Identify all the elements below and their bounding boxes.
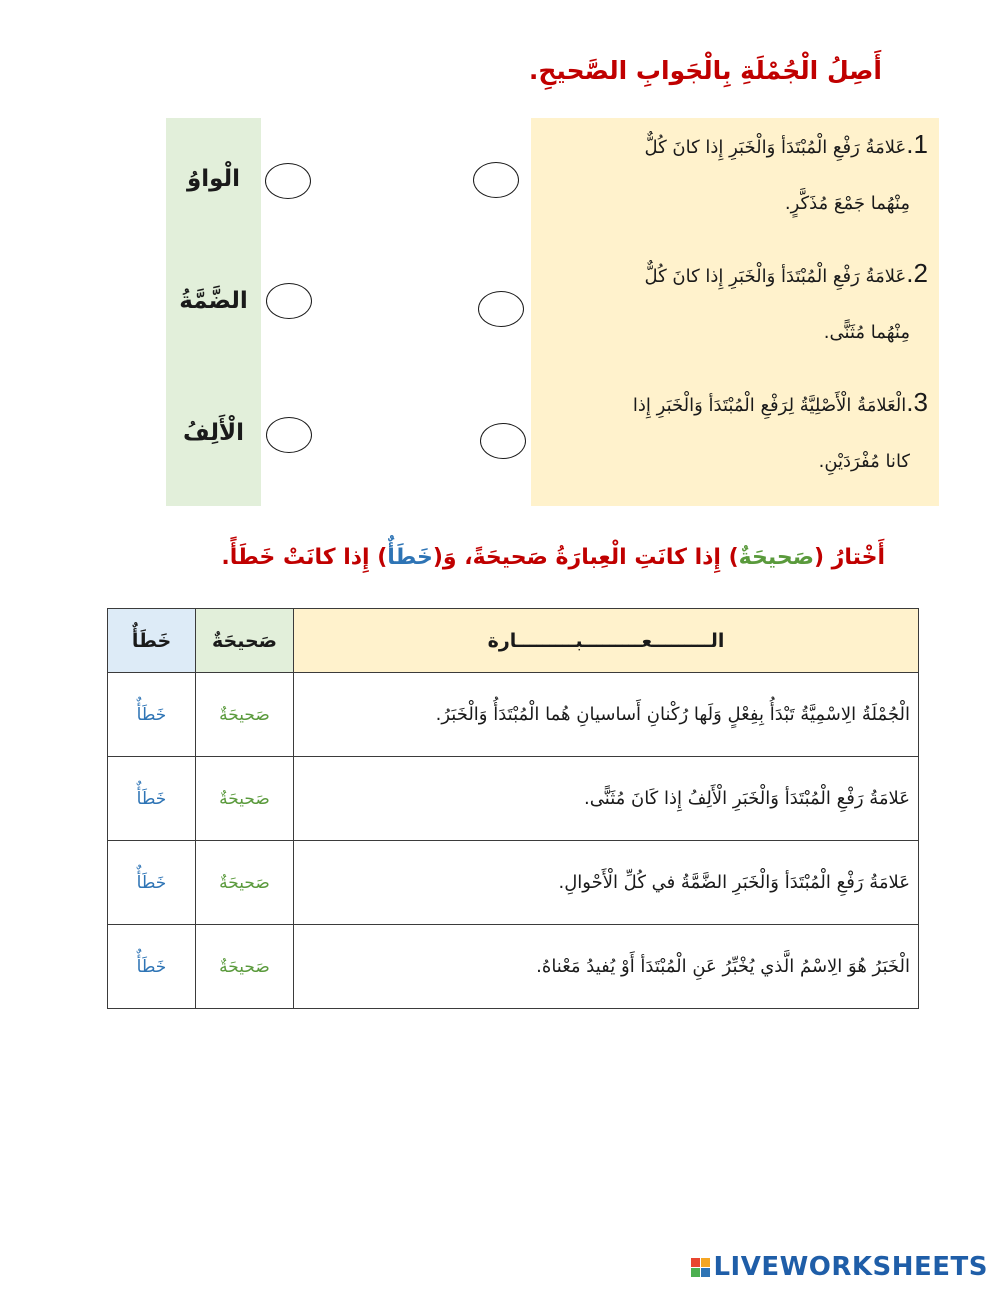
table-row: [108, 673, 919, 757]
title-text: ) إِذا كانَتْ خَطَأً.: [221, 545, 388, 570]
header-wrong: خَطَأٌ: [108, 609, 196, 673]
correct-option[interactable]: صَحيحَةٌ: [196, 841, 294, 925]
sentence-line: مِنْهُما جَمْعَ مُذَكَّرٍ.: [784, 193, 910, 214]
sentence-number: 2.: [906, 258, 928, 288]
table-row: [108, 841, 919, 925]
sentence-line: كانا مُفْرَدَيْنِ.: [818, 451, 910, 472]
sentence-dot-3[interactable]: [480, 423, 526, 459]
title-text: ) إِذا كانَتِ الْعِبارَةُ صَحيحَةً، وَ(: [432, 545, 739, 570]
header-statement: الـــــــــعـــــــــبـــــــــارة: [294, 609, 919, 673]
header-correct: صَحيحَةٌ: [196, 609, 294, 673]
sentence-dot-1[interactable]: [473, 162, 519, 198]
true-false-table: [107, 608, 919, 1009]
sentence-line: مِنْهُما مُثَنًّى.: [823, 322, 910, 343]
wrong-option[interactable]: خَطَأٌ: [108, 925, 196, 1009]
liveworksheets-logo-icon: [691, 1258, 710, 1277]
wrong-option[interactable]: خَطَأٌ: [108, 673, 196, 757]
sentence-1: [548, 116, 928, 232]
correct-option[interactable]: صَحيحَةٌ: [196, 925, 294, 1009]
title-correct-word: صَحيحَةٌ: [738, 545, 814, 570]
brand-name: LIVEWORKSHEETS: [713, 1252, 988, 1282]
answer-alif: الْأَلِفُ: [182, 420, 245, 446]
matching-title: أَصِلُ الْجُمْلَةِ بِالْجَوابِ الصَّحيحِ.: [528, 56, 882, 85]
sentence-2: [548, 245, 928, 361]
wrong-option[interactable]: خَطَأٌ: [108, 841, 196, 925]
sentence-dot-2[interactable]: [478, 291, 524, 327]
title-text: أَخْتارُ (: [813, 545, 885, 570]
correct-option[interactable]: صَحيحَةٌ: [196, 673, 294, 757]
statement-cell: عَلامَةُ رَفْعِ الْمُبْتَدَأ وَالْخَبَرِ الضَّمَّةُ في كُلِّ الْأَحْوالِ.: [294, 841, 919, 925]
wrong-option[interactable]: خَطَأٌ: [108, 757, 196, 841]
sentence-line: الْعَلامَةُ الْأَصْلِيَّةُ لِرَفْعِ الْمُبْتَدَأ وَالْخَبَرِ إِذا: [632, 395, 907, 416]
statement-cell: الْجُمْلَةُ الِاسْمِيَّةُ تَبْدَأُ بِفِعْلٍ وَلَها رُكْنانِ أَساسيانِ هُما الْمُبْتَدَأُ وَالْخَبَرُ.: [294, 673, 919, 757]
answer-dot-3[interactable]: [266, 417, 312, 453]
statement-cell: الْخَبَرُ هُوَ الِاسْمُ الَّذي يُخْبِّرُ عَنِ الْمُبْتَدَأ أَوْ يُفيدُ مَعْناهُ.: [294, 925, 919, 1009]
sentence-line: عَلامَةُ رَفْعِ الْمُبْتَدَأ وَالْخَبَرِ إِذا كانَ كُلٌّ: [644, 137, 907, 158]
sentence-number: 1.: [906, 129, 928, 159]
true-false-title: [221, 545, 885, 570]
sentence-3: [548, 374, 928, 490]
table-header-row: [108, 609, 919, 673]
sentence-number: 3.: [906, 387, 928, 417]
answer-waw: الْواوُ: [186, 166, 241, 192]
liveworksheets-brand[interactable]: [691, 1252, 988, 1282]
answer-damma: الضَّمَّةُ: [179, 288, 248, 314]
statement-cell: عَلامَةُ رَفْعِ الْمُبْتَدَأ وَالْخَبَرِ الْأَلِفُ إِذا كَانَ مُثَنًّى.: [294, 757, 919, 841]
sentence-line: عَلامَةُ رَفْعِ الْمُبْتَدَأ وَالْخَبَرِ إِذا كانَ كُلٌّ: [644, 266, 907, 287]
table-row: [108, 757, 919, 841]
answer-dot-2[interactable]: [266, 283, 312, 319]
title-wrong-word: خَطَأٌ: [387, 545, 433, 570]
correct-option[interactable]: صَحيحَةٌ: [196, 757, 294, 841]
answer-dot-1[interactable]: [265, 163, 311, 199]
table-row: [108, 925, 919, 1009]
